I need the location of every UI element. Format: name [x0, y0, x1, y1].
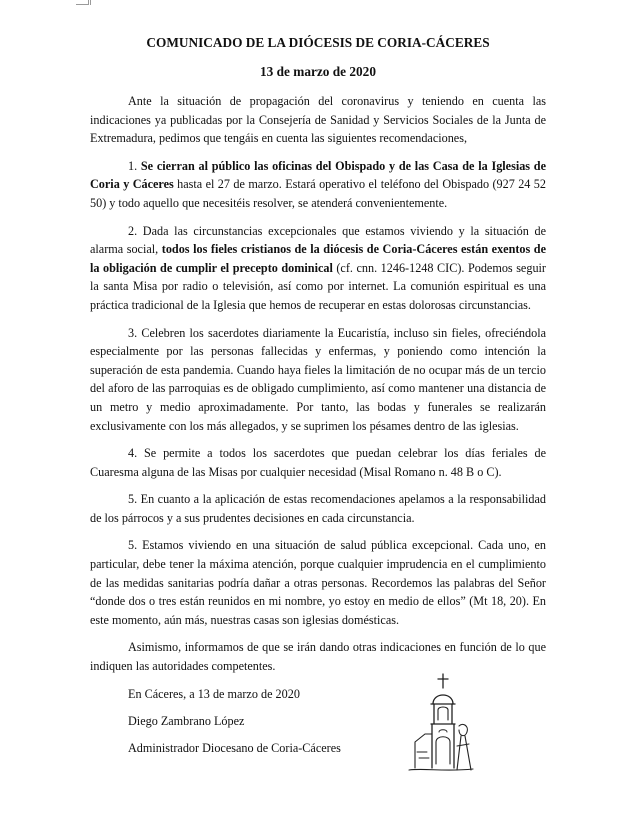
- paragraph-1-number: 1.: [128, 158, 141, 173]
- document-date: 13 de marzo de 2020: [260, 64, 376, 79]
- document-title: COMUNICADO DE LA DIÓCESIS DE CORIA-CÁCERES: [146, 35, 490, 50]
- signatory-role: Administrador Diocesano de Coria-Cáceres: [128, 740, 341, 755]
- place-date: En Cáceres, a 13 de marzo de 2020: [128, 686, 300, 701]
- paragraph-1: [90, 157, 546, 213]
- paragraph-2-rest: (cf. cnn. 1246-1248 CIC). Podemos seguir la santa Misa por radio o televisión, así como por internet. La comunión espiritual es una práctica tradicional de la Iglesia que hemos de recuperar en estas dolorosas circunstancias.: [90, 260, 546, 312]
- closing-paragraph: Asimismo, informamos de que se irán dando otras indicaciones en función de lo que indiquen las autoridades competentes.: [90, 640, 546, 674]
- paragraph-6: 5. Estamos viviendo en una situación de salud pública excepcional. Cada uno, en particular, debe tener la máxima atención, porque cualquier imprudencia en el cumplimiento de las medidas sanitarias podría dañar a otras personas. Recordemos las palabras del Señor “donde dos o tres están reunidos en mi nombre, yo estoy en medio de ellos” (Mt 18, 20). En este momento, aún más, nuestras casas son iglesias domésticas.: [90, 538, 546, 627]
- paragraph-2-start: 2. Dada las circunstancias excepcionales que estamos viviendo y la situación de alarma social,: [90, 223, 546, 257]
- church-bell-tower-icon: [405, 672, 475, 776]
- document-body: [90, 33, 546, 757]
- paragraph-1-rest: hasta el 27 de marzo. Estará operativo el teléfono del Obispado (927 24 52 50) y todo aquello que necesitéis resolver, se atenderá convenientemente.: [90, 177, 546, 210]
- intro-paragraph: Ante la situación de propagación del coronavirus y teniendo en cuenta las indicaciones ya publicadas por la Consejería de Sanidad y Servicios Sociales de la Junta de Extremadura, pedimos que tengáis en cuenta las siguientes recomendaciones,: [90, 94, 546, 146]
- paragraph-2: [90, 222, 546, 315]
- paragraph-1-bold: Se cierran al público las oficinas del Obispado y de las Casa de la Iglesias de Coria y Cáceres: [90, 158, 546, 192]
- page-corner-mark: [90, 0, 99, 5]
- paragraph-2-bold: todos los fieles cristianos de la diócesis de Coria-Cáceres están exentos de la obligación de cumplir el precepto dominical: [90, 242, 546, 275]
- paragraph-5: 5. En cuanto a la aplicación de estas recomendaciones apelamos a la responsabilidad de los párrocos y a sus prudentes decisiones en cada circunstancia.: [90, 492, 546, 525]
- page-corner-mark: [76, 0, 89, 5]
- signatory-name: Diego Zambrano López: [128, 713, 245, 728]
- paragraph-3: 3. Celebren los sacerdotes diariamente la Eucaristía, incluso sin fieles, ofreciéndola especialmente por las personas fallecidas y enfermas, y poniendo como intención la superación de esta pandemia. Cuando haya fieles la limitación de no ocupar más de un tercio del aforo de las parroquias es de obligado cumplimiento, así como mantener una distancia de un metro y medio aproximadamente. Por tanto, las bodas y funerales se realizarán exclusivamente con los más allegados, y se suprimen los pésames dentro de las iglesias.: [90, 325, 546, 433]
- paragraph-4: 4. Se permite a todos los sacerdotes que puedan celebrar los días feriales de Cuaresma alguna de las Misas por cualquier necesidad (Misal Romano n. 48 B o C).: [90, 446, 546, 479]
